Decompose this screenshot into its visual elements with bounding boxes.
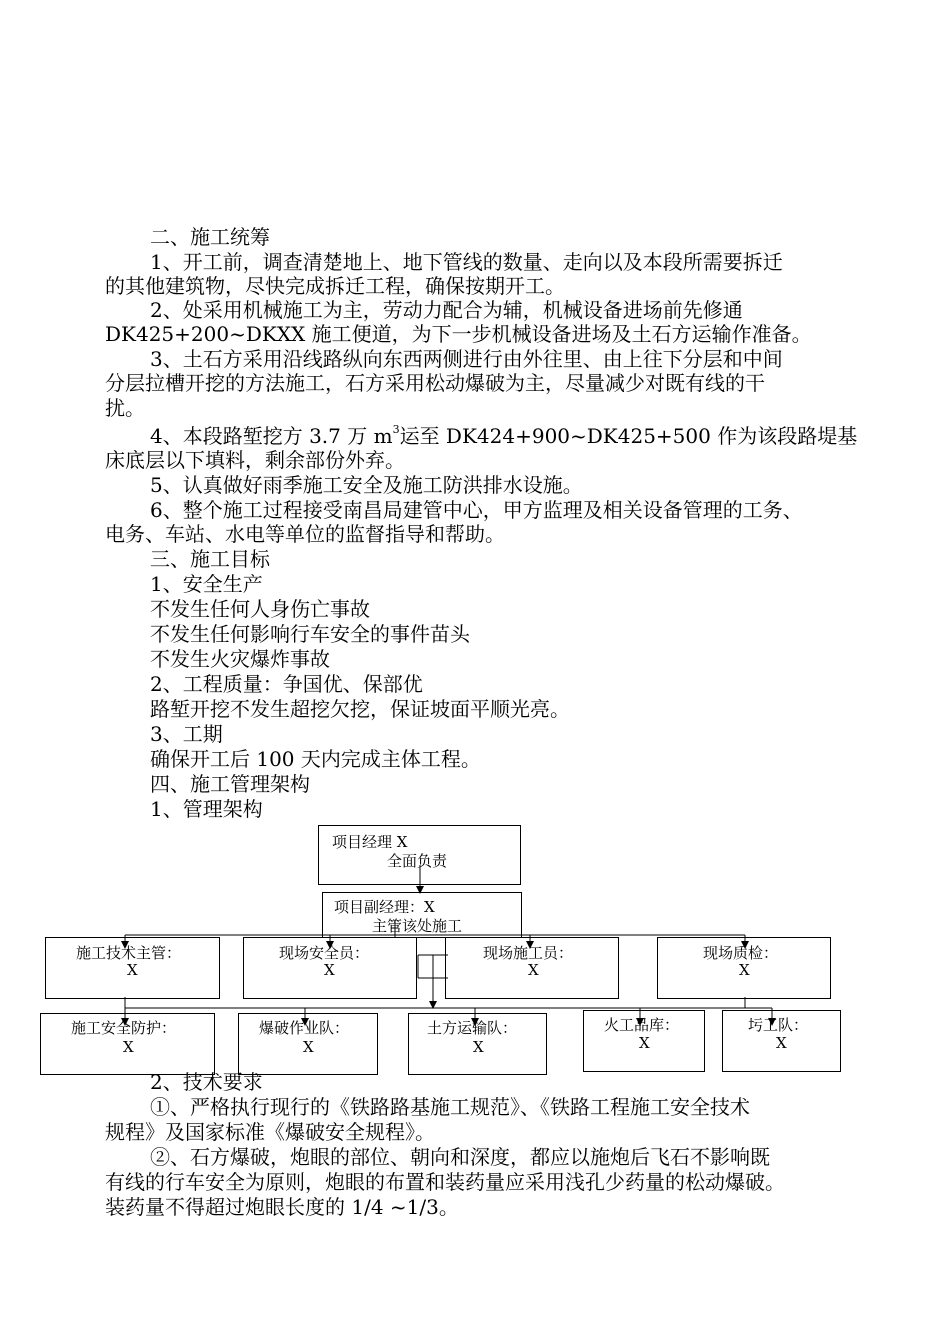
tech-req-subheading: 2、技术要求 xyxy=(150,1070,263,1094)
org-box-title: 火工品库： xyxy=(604,1016,680,1034)
list-item: 不发生任何人身伤亡事故 xyxy=(150,597,370,621)
paragraph-line: 有线的行车安全为原则，炮眼的布置和装药量应采用浅孔少药量的松动爆破。 xyxy=(105,1170,785,1194)
org-box-name: X xyxy=(473,1038,484,1056)
org-box-name: X xyxy=(127,961,138,979)
org-box-title: 施工安全防护： xyxy=(71,1019,177,1037)
org-box-tech-lead xyxy=(45,937,220,999)
org-box-title: 项目副经理：X xyxy=(334,898,435,916)
section2-heading: 二、施工统筹 xyxy=(150,225,270,249)
org-box-title: 现场安全员： xyxy=(279,944,370,962)
section4-heading: 四、施工管理架构 xyxy=(150,772,310,796)
org-box-name: X xyxy=(324,961,335,979)
org-box-safety-officer xyxy=(243,937,417,999)
org-box-name: X xyxy=(528,961,539,979)
paragraph-line: 扰。 xyxy=(105,396,145,420)
org-box-quality-inspector xyxy=(657,937,831,999)
org-box-name: X xyxy=(303,1038,314,1056)
paragraph-line: 电务、车站、水电等单位的监督指导和帮助。 xyxy=(105,522,505,546)
org-box-title: 现场质检： xyxy=(703,944,779,962)
paragraph-line: 规程》及国家标准《爆破安全规程》。 xyxy=(105,1120,435,1144)
period-text: 确保开工后 100 天内完成主体工程。 xyxy=(150,747,481,771)
safety-title: 1、安全生产 xyxy=(150,572,263,596)
org-box-blasting-team xyxy=(238,1013,378,1075)
paragraph-line: DK425+200~DKXX 施工便道，为下一步机械设备进场及土石方运输作准备。 xyxy=(105,322,812,346)
paragraph-line: 5、认真做好雨季施工安全及施工防洪排水设施。 xyxy=(150,473,583,497)
paragraph-line: 1、开工前，调查清楚地上、地下管线的数量、走向以及本段所需要拆迁 xyxy=(150,250,783,274)
org-box-name: X xyxy=(776,1034,787,1052)
org-box-title: 施工技术主管： xyxy=(76,944,182,962)
section3-heading: 三、施工目标 xyxy=(150,547,270,571)
text-span: 4、本段路堑挖方 3.7 万 m xyxy=(150,424,393,448)
org-box-deputy xyxy=(322,892,522,938)
org-box-duty: 主管该处施工 xyxy=(372,917,463,935)
paragraph-line: 2、处采用机械施工为主，劳动力配合为辅，机械设备进场前先修通 xyxy=(150,298,743,322)
paragraph-line: 3、土石方采用沿线路纵向东西两侧进行由外往里、由上往下分层和中间 xyxy=(150,347,783,371)
paragraph-line: 6、整个施工过程接受南昌局建管中心，甲方监理及相关设备管理的工务、 xyxy=(150,498,803,522)
org-box-masonry-team xyxy=(722,1010,841,1072)
org-box-name: X xyxy=(739,961,750,979)
paragraph-line: 装药量不得超过炮眼长度的 1/4 ~1/3。 xyxy=(105,1195,459,1219)
org-box-name: X xyxy=(123,1038,134,1056)
org-box-title: 土方运输队： xyxy=(427,1019,518,1037)
paragraph-line: ①、严格执行现行的《铁路路基施工规范》、《铁路工程施工安全技术 xyxy=(150,1095,750,1119)
org-box-earth-transport xyxy=(408,1013,547,1075)
org-chart-subheading: 1、管理架构 xyxy=(150,797,263,821)
org-box-manager xyxy=(318,825,521,885)
paragraph-line: ②、石方爆破，炮眼的部位、朝向和深度，都应以施炮后飞石不影响既 xyxy=(150,1145,770,1169)
paragraph-line: 分层拉槽开挖的方法施工，石方采用松动爆破为主，尽量减少对既有线的干 xyxy=(105,371,765,395)
paragraph-line: 的其他建筑物，尽快完成拆迁工程，确保按期开工。 xyxy=(105,274,565,298)
org-box-title: 项目经理 X xyxy=(332,833,408,851)
org-box-title: 圬工队： xyxy=(748,1016,809,1034)
superscript: 3 xyxy=(392,423,400,436)
org-box-name: X xyxy=(639,1034,650,1052)
org-box-explosives-storage xyxy=(583,1010,705,1072)
list-item: 不发生任何影响行车安全的事件苗头 xyxy=(150,622,470,646)
period-title: 3、工期 xyxy=(150,722,223,746)
org-box-safety-protection xyxy=(40,1013,215,1075)
quality-text: 路堑开挖不发生超挖欠挖，保证坡面平顺光亮。 xyxy=(150,697,570,721)
org-box-duty: 全面负责 xyxy=(387,852,448,870)
org-box-site-worker xyxy=(445,937,619,999)
paragraph-line: 床底层以下填料，剩余部份外弃。 xyxy=(105,448,405,472)
list-item: 不发生火灾爆炸事故 xyxy=(150,647,330,671)
text-span: 运至 DK424+900~DK425+500 作为该段路堤基 xyxy=(399,424,858,448)
org-box-title: 爆破作业队： xyxy=(259,1019,350,1037)
org-box-title: 现场施工员： xyxy=(483,944,574,962)
quality-title: 2、工程质量：争国优、保部优 xyxy=(150,672,423,696)
